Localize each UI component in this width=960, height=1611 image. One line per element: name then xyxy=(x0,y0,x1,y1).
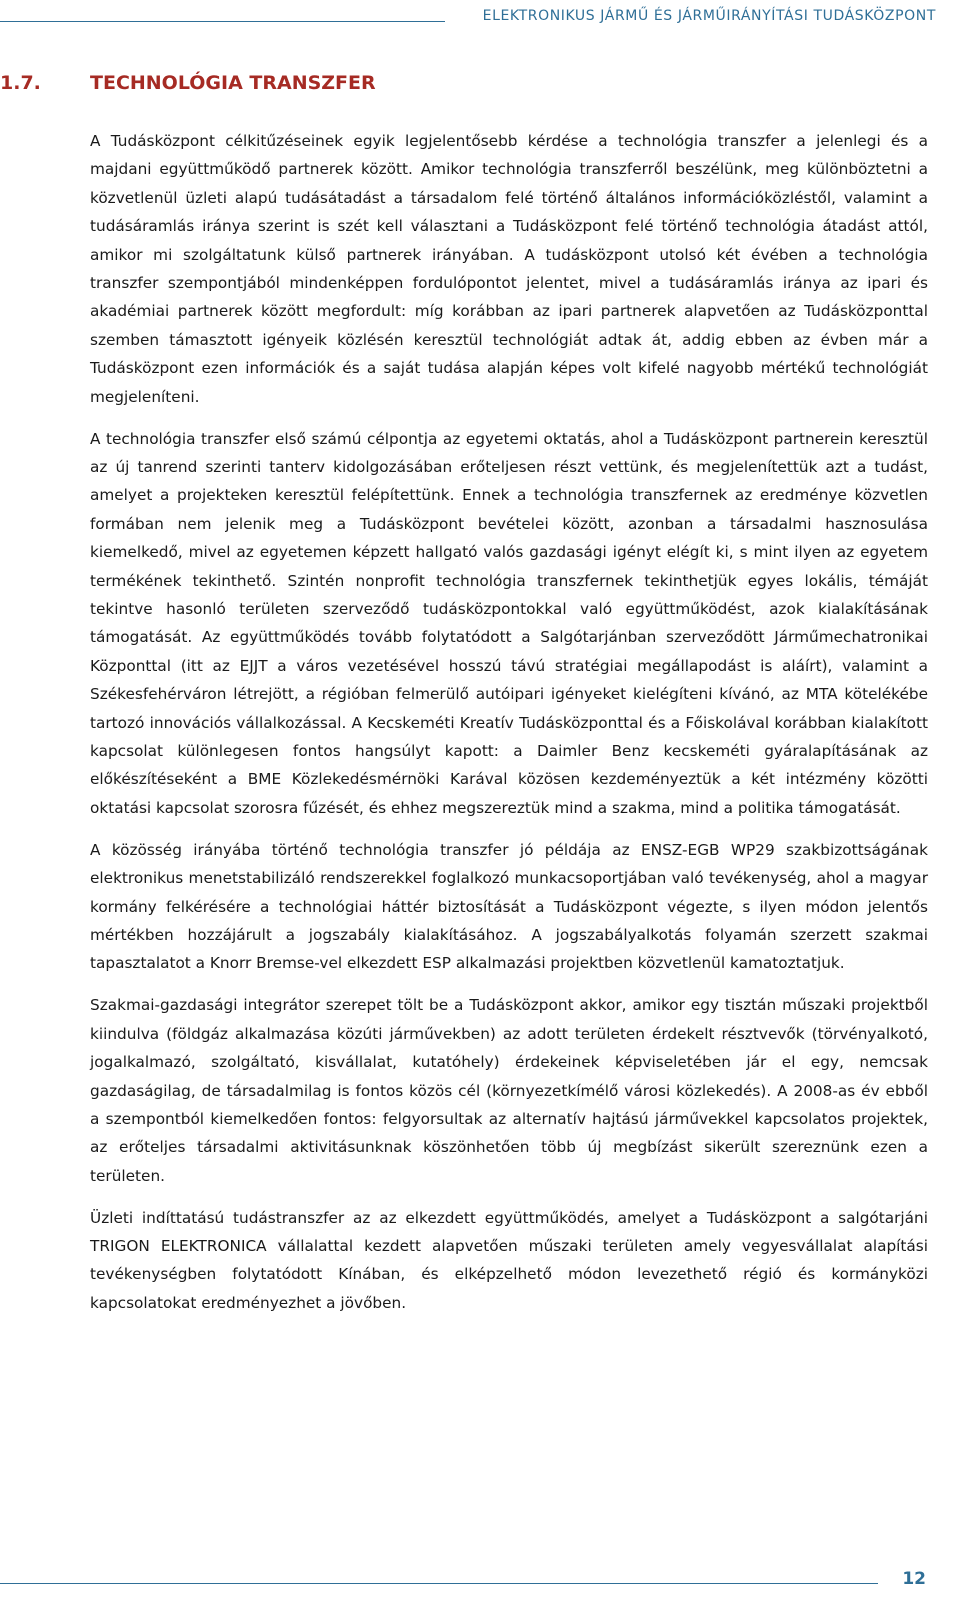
paragraph: A közösség irányába történő technológia transzfer jó példája az ENSZ-EGB WP29 szakbizottságának elektronikus menetstabilizáló rendszerekkel foglalkozó munkacsoportjában való tevékenység, ahol a magyar kormány felkérésére a technológiai háttér biztosítását a Tudásközpont végezte, s ilyen módon jelentős mértékben hozzájárult a jogszabály kialakításához. A jogszabályalkotás folyamán szerzett szakmai tapasztalatot a Knorr Bremse-vel elkezdett ESP alkalmazási projektben közvetlenül kamatoztatjuk. xyxy=(90,840,928,973)
section-number: 1.7. xyxy=(0,72,41,94)
running-title: ELEKTRONIKUS JÁRMŰ ÉS JÁRMŰIRÁNYÍTÁSI TUDÁSKÖZPONT xyxy=(482,8,936,24)
paragraph: Szakmai-gazdasági integrátor szerepet tölt be a Tudásközpont akkor, amikor egy tisztán műszaki projektből kiindulva (földgáz alkalmazása közúti járművekben) az adott területen érdekelt résztvevők (törvényalkotó, jogalkalmazó, szolgáltató, kisvállalat, kutatóhely) érdekeinek képviseletében jár el egy, nemcsak gazdaságilag, de társadalmilag is fontos közös cél (környezetkímélő városi közlekedés). A 2008-as év ebből a szempontból kiemelkedően fontos: felgyorsultak az alternatív hajtású járművekkel kapcsolatos projektek, az erőteljes társadalmi aktivitásunknak köszönhetően több új megbízást sikerült szereznünk ezen a területen. xyxy=(90,996,928,1185)
body-text xyxy=(90,127,928,1331)
section-heading xyxy=(0,72,376,94)
header-rule xyxy=(0,21,445,22)
paragraph: Üzleti indíttatású tudástranszfer az az elkezdett együttműködés, amelyet a Tudásközpont a salgótarjáni TRIGON ELEKTRONICA vállalattal kezdett alapvetően műszaki területen amely vegyesvállalat alapítási tevékenységben folytatódott Kínában, és elképzelhető módon levezethető régió és kormányközi kapcsolatokat eredményezhet a jövőben. xyxy=(90,1208,928,1312)
running-header xyxy=(0,8,960,28)
page-number: 12 xyxy=(902,1569,926,1589)
section-title: TECHNOLÓGIA TRANSZFER xyxy=(90,72,376,94)
page-footer xyxy=(0,1551,960,1611)
paragraph: A technológia transzfer első számú célpontja az egyetemi oktatás, ahol a Tudásközpont partnerein keresztül az új tanrend szerinti tanterv kidolgozásában erőteljesen részt vettünk, és megjelenítettük azt a tudást, amelyet a projekteken keresztül felépítettünk. Ennek a technológia transzfernek az eredménye közvetlen formában nem jelenik meg a Tudásközpont bevételei között, azonban a társadalmi hasznosulása kiemelkedő, mivel az egyetemen képzett hallgató valós gazdasági igényt elégít ki, s mint ilyen az egyetem termékének tekinthető. Szintén nonprofit technológia transzfernek tekinthetjük egyes lokális, témáját tekintve hasonló területen szerveződő tudásközpontokkal való együttműködést, azok kialakításának támogatását. Az együttműködés tovább folytatódott a Salgótarjánban szerveződött Járműmechatronikai Központtal (itt az EJJT a város vezetésével hosszú távú stratégiai megállapodást is aláírt), valamint a Székesfehérváron létrejött, a régióban felmerülő autóipari igényeket kielégíteni kívánó, az MTA kötelékébe tartozó innovációs vállalkozással. A Kecskeméti Kreatív Tudásközponttal és a Főiskolával korábban kialakított kapcsolat különlegesen fontos hangsúlyt kapott: a Daimler Benz kecskeméti gyáralapításának az előkészítéseként a BME Közlekedésmérnöki Karával közösen kezdeményeztük a két intézmény közötti oktatási kapcsolat szorosra fűzését, és ehhez megszereztük mind a szakma, mind a politika támogatását. xyxy=(90,429,928,817)
footer-rule xyxy=(0,1583,878,1584)
paragraph: A Tudásközpont célkitűzéseinek egyik legjelentősebb kérdése a technológia transzfer a jelenlegi és a majdani együttműködő partnerek között. Amikor technológia transzferről beszélünk, meg különböztetni a közvetlenül üzleti alapú tudásátadást a társadalom felé történő általános információközléstől, valamint a tudásáramlás iránya szerint is szét kell választani a Tudásközpont felé történő technológia átadást attól, amikor mi szolgáltatunk külső partnerek irányában. A tudásközpont utolsó két évében a technológia transzfer szempontjából mindenképpen fordulópontot jelentet, mivel a tudásáramlás iránya az ipari és akadémiai partnerek között megfordult: míg korábban az ipari partnerek alapvetően az Tudásközponttal szemben támasztott igényeik közlésén keresztül technológiát adtak át, addig ebben az évben már a Tudásközpont ezen információk és a saját tudása alapján képes volt kifelé nagyobb mértékű technológiát megjeleníteni. xyxy=(90,132,928,406)
